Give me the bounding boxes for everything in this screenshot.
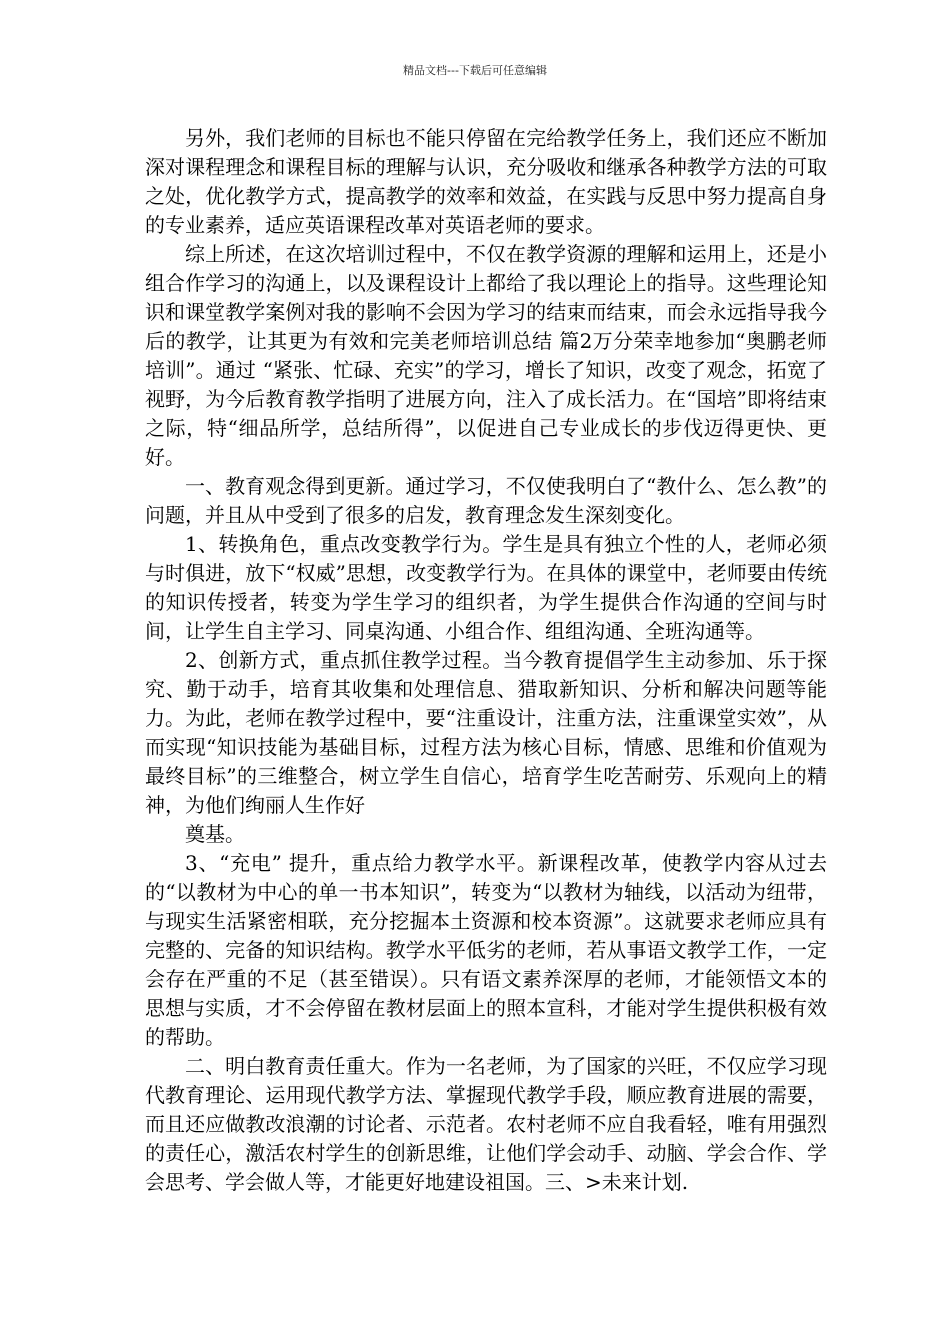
paragraph-4: 1、转换角色，重点改变教学行为。学生是具有独立个性的人，老师必须与时俱进，放下“权威”思想，改变教学行为。在具体的课堂中，老师要由传统的知识传授者，转变为学生学习的组织者，为学生提供合作沟通的空间与时间，让学生自主学习、同桌沟通、小组合作、组组沟通、全班沟通等。 (145, 532, 827, 643)
paragraph-8: 二、明白教育责任重大。作为一名老师，为了国家的兴旺，不仅应学习现代教育理论、运用现代教学方法、掌握现代教学手段，顺应教育进展的需要，而且还应做教改浪潮的讨论者、示范者。农村老师不应自我看轻，唯有用强烈的责任心，激活农村学生的创新思维，让他们学会动手、动脑、学会合作、学会思考、学会做人等，才能更好地建设祖国。三、>未来计划. (145, 1054, 827, 1194)
paragraph-1: 另外，我们老师的目标也不能只停留在完给教学任务上，我们还应不断加深对课程理念和课程目标的理解与认识，充分吸收和继承各种教学方法的可取之处，优化教学方式，提高教学的效率和效益，在实践与反思中努力提高自身的专业素养，适应英语课程改革对英语老师的要求。 (145, 126, 827, 237)
document-body (145, 124, 827, 1197)
paragraph-7: 3、“充电” 提升，重点给力教学水平。新课程改革，使教学内容从过去的“以教材为中心的单一书本知识”，转变为“以教材为轴线，以活动为纽带，与现实生活紧密相联，充分挖掘本土资源和校本资源”。这就要求老师应具有完整的、完备的知识结构。教学水平低劣的老师，若从事语文教学工作，一定会存在严重的不足（甚至错误）。只有语文素养深厚的老师，才能领悟文本的思想与实质，才不会停留在教材层面上的照本宣科，才能对学生提供积极有效的帮助。 (145, 851, 827, 1049)
running-header: 精品文档---下载后可任意编辑 (403, 64, 547, 77)
paragraph-2: 综上所述，在这次培训过程中，不仅在教学资源的理解和运用上，还是小组合作学习的沟通上，以及课程设计上都给了我以理论上的指导。这些理论知识和课堂教学案例对我的影响不会因为学习的结束而结束，而会永远指导我今后的教学，让其更为有效和完美老师培训总结 篇2万分荣幸地参加“奥鹏老师培训”。通过 “紧张、忙碌、充实”的学习，增长了知识，改变了观念，拓宽了视野，为今后教育教学指明了进展方向，注入了成长活力。在“国培”即将结束之际，特“细品所学，总结所得”，以促进自己专业成长的步伐迈得更快、更好。 (145, 242, 827, 469)
paragraph-5: 2、创新方式，重点抓住教学过程。当今教育提倡学生主动参加、乐于探究、勤于动手，培育其收集和处理信息、猎取新知识、分析和解决问题等能力。为此，老师在教学过程中，要“注重设计，注重方法，注重课堂实效”，从而实现“知识技能为基础目标，过程方法为核心目标，情感、思维和价值观为最终目标”的三维整合，树立学生自信心，培育学生吃苦耐劳、乐观向上的精神，为他们绚丽人生作好 (145, 648, 827, 817)
paragraph-3: 一、教育观念得到更新。通过学习，不仅使我明白了“教什么、怎么教”的问题，并且从中受到了很多的启发，教育理念发生深刻变化。 (145, 474, 827, 527)
paragraph-6: 奠基。 (185, 822, 245, 846)
